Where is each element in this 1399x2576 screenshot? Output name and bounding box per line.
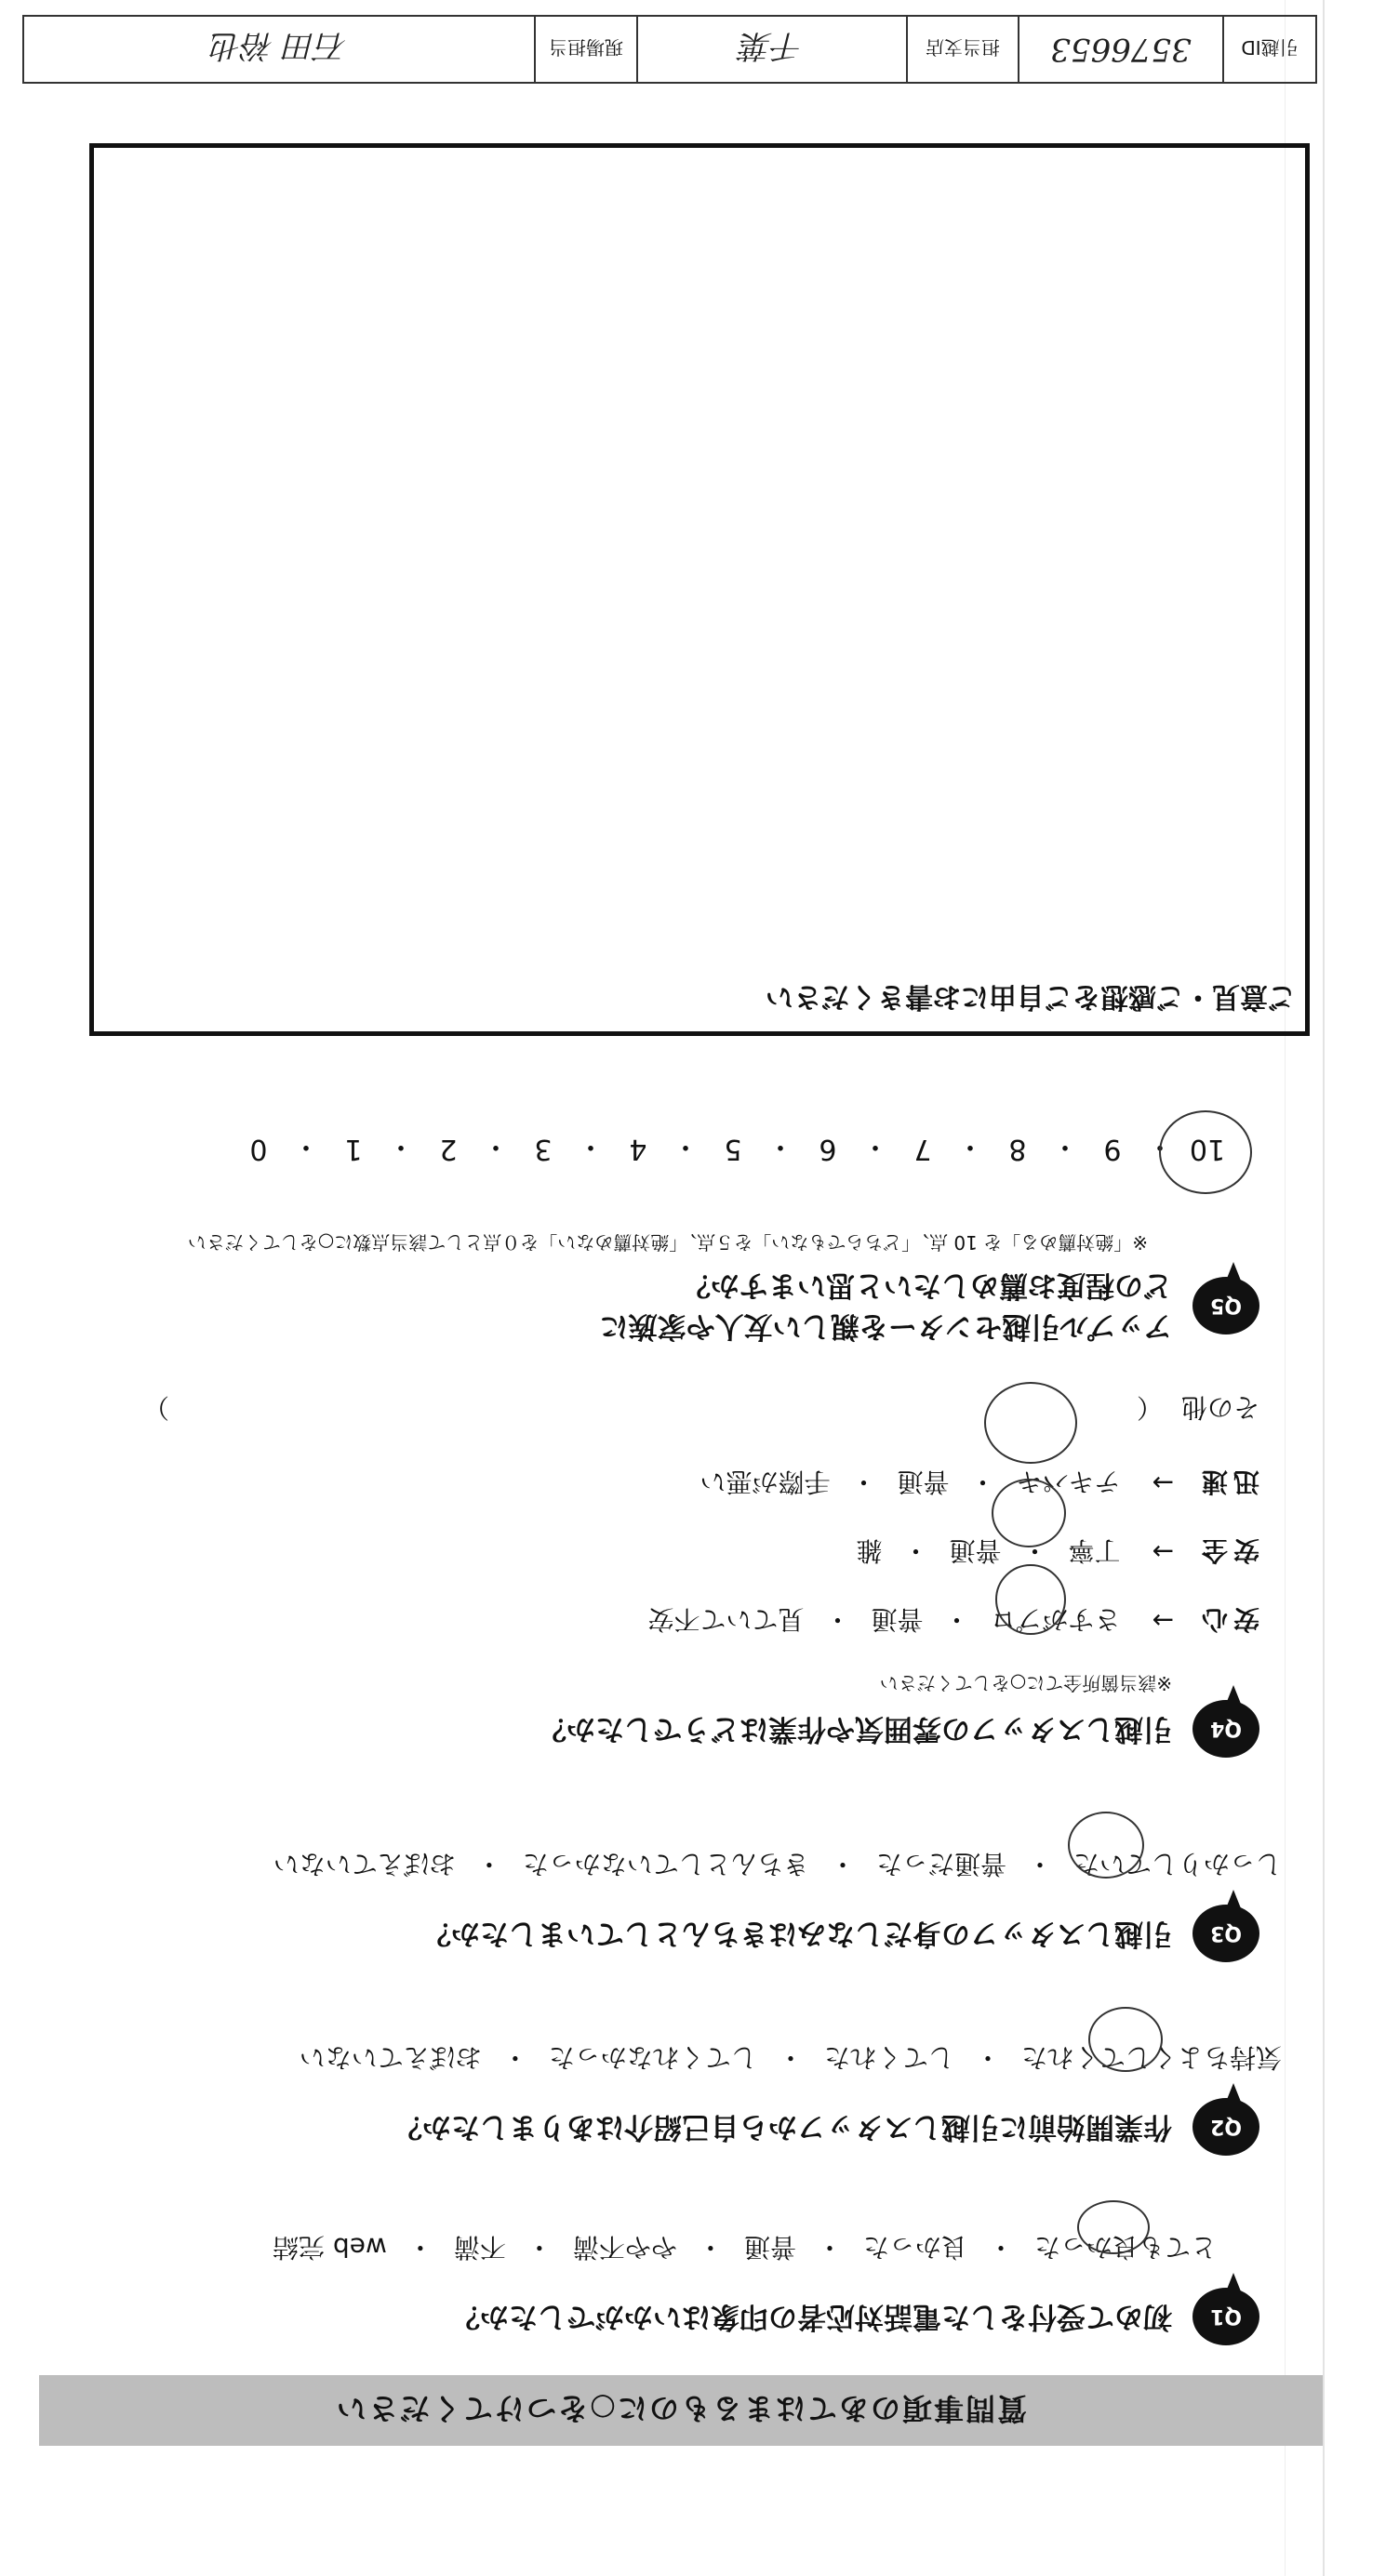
comment-label: ご意見・ご感想をご自由にお書きください xyxy=(766,980,1296,1013)
question-4 xyxy=(50,1390,1259,1758)
footer-table xyxy=(22,15,1317,84)
other-open-paren: （ xyxy=(1136,1392,1163,1423)
q5-text-line1: アップル引越センターを親しい友人や家族に xyxy=(599,1309,1172,1343)
q3-badge-icon: Q3 xyxy=(1192,1905,1259,1962)
question-2: Q2 作業開始前に引越しスタッフから自己紹介はありましたか？ 気持ちよくしてくれた ・ してくれた ・ してくれなかった ・ おぼえていない xyxy=(50,2040,1259,2156)
q3-option[interactable]: しっかりしていた xyxy=(1073,1849,1282,1879)
q3-option[interactable]: きちんとしていなかった xyxy=(522,1849,809,1879)
q4-row-anzen: 安全 → 丁寧 ・ 普通 ・ 雑 xyxy=(50,1534,1259,1571)
q4-badge-icon: Q4 xyxy=(1192,1700,1259,1758)
q4-option[interactable]: 見ていて不安 xyxy=(647,1604,805,1635)
other-close-paren: ） xyxy=(142,1392,169,1423)
scale-option[interactable]: 5 xyxy=(724,1133,742,1166)
q3-option[interactable]: 普通だった xyxy=(875,1849,1006,1879)
q4-row-label: 安心 xyxy=(1195,1604,1259,1635)
q4-other-row xyxy=(50,1390,1259,1427)
question-5 xyxy=(50,1230,1259,1347)
id-label: 引越ID xyxy=(1222,17,1315,82)
question-3: Q3 引越しスタッフの身だしなみはきちんとしていましたか？ しっかりしていた ・ 普通だった ・ きちんとしていなかった ・ おぼえていない xyxy=(50,1847,1259,1962)
q1-option[interactable]: 不満 xyxy=(453,2232,506,2263)
q2-option[interactable]: してくれなかった xyxy=(548,2042,757,2073)
q4-option[interactable]: 手際が悪い xyxy=(700,1467,831,1497)
arrow-icon: → xyxy=(1152,1467,1174,1499)
q4-option[interactable]: 丁寧 xyxy=(1068,1535,1121,1566)
leader-value[interactable]: 石田 裕也 xyxy=(210,27,348,65)
scale-option[interactable]: 2 xyxy=(439,1133,458,1166)
q2-option[interactable]: 気持ちよくしてくれた xyxy=(1020,2042,1282,2073)
scale-option[interactable]: 7 xyxy=(913,1133,932,1166)
q3-option[interactable]: おぼえていない xyxy=(273,1849,456,1879)
scale-option[interactable]: 6 xyxy=(819,1133,837,1166)
q2-option[interactable]: おぼえていない xyxy=(299,2042,482,2073)
id-value[interactable]: 3576653 xyxy=(1018,17,1222,82)
scale-option[interactable]: 0 xyxy=(249,1133,268,1166)
comment-box[interactable] xyxy=(89,143,1310,1036)
scale-option[interactable]: 9 xyxy=(1103,1133,1122,1166)
q4-note: ※該当箇所全てに○をしてください xyxy=(879,1672,1172,1694)
q5-note: ※「絶対薦める」を 10 点、「どちらでもない」を５点、「絶対薦めない」を０点として該当点数に○をしてください xyxy=(187,1231,1148,1254)
q4-row-label: 迅速 xyxy=(1195,1467,1259,1497)
q5-scale: 10 ・ 9 ・ 8 ・ 7 ・ 6 ・ 5 ・ 4 ・ 3 ・ 2 ・ 1 ・ 0 xyxy=(240,1129,1226,1170)
q4-option[interactable]: 普通 xyxy=(949,1535,1002,1566)
q1-badge-icon: Q1 xyxy=(1192,2288,1259,2345)
q2-text: 作業開始前に引越しスタッフから自己紹介はありましたか？ xyxy=(393,2110,1172,2144)
scale-option[interactable]: 1 xyxy=(344,1133,363,1166)
q4-option[interactable]: さすがプロ xyxy=(990,1604,1121,1635)
q5-text xyxy=(600,1265,1172,1347)
arrow-icon: → xyxy=(1152,1605,1174,1637)
q1-option[interactable]: 良かった xyxy=(862,2232,967,2263)
q4-option[interactable]: 普通 xyxy=(897,1467,950,1497)
q4-option[interactable]: 雑 xyxy=(856,1535,883,1566)
q5-badge-icon: Q5 xyxy=(1192,1277,1259,1334)
leader-label: 現場担当 xyxy=(534,17,636,82)
q1-option[interactable]: web 完結 xyxy=(273,2232,387,2263)
q1-option[interactable]: 普通 xyxy=(743,2232,796,2263)
q4-option[interactable]: 普通 xyxy=(871,1604,924,1635)
q4-row-anshin: 安心 → さすがプロ ・ 普通 ・ 見ていて不安 xyxy=(50,1602,1259,1640)
question-1: Q1 初めて受付をした電話対応者の印象はいかがでしたか？ とても良かった ・ 良かった ・ 普通 ・ やや不満 ・ 不満 ・ web 完結 xyxy=(50,2230,1259,2345)
q4-row-label: 安全 xyxy=(1195,1535,1259,1566)
q1-option[interactable]: やや不満 xyxy=(572,2232,677,2263)
q2-option[interactable]: してくれた xyxy=(823,2042,954,2073)
q1-option[interactable]: とても良かった xyxy=(1033,2232,1217,2263)
arrow-icon: → xyxy=(1152,1536,1174,1568)
q4-row-jinsoku: 迅速 → テキパキ ・ 普通 ・ 手際が悪い xyxy=(50,1465,1259,1502)
scale-option[interactable]: 4 xyxy=(629,1133,647,1166)
q2-badge-icon: Q2 xyxy=(1192,2098,1259,2156)
scale-option[interactable]: 10 xyxy=(1189,1133,1226,1166)
scale-option[interactable]: 8 xyxy=(1008,1133,1027,1166)
q5-text-line2: どの程度お薦めしたいと思いますか？ xyxy=(682,1268,1172,1302)
branch-value[interactable]: 千葉 xyxy=(636,17,906,82)
q4-option[interactable]: テキパキ xyxy=(1016,1467,1121,1497)
scale-option[interactable]: 3 xyxy=(534,1133,553,1166)
q4-other-label: その他 xyxy=(1180,1392,1259,1423)
q1-text: 初めて受付をした電話対応者の印象はいかがでしたか？ xyxy=(451,2300,1172,2333)
q4-text: 引越しスタッフの雰囲気や作業はどうでしたか？ xyxy=(538,1712,1172,1746)
instruction-banner: 質問事項のあてはまるものに○をつけてください xyxy=(39,2375,1323,2446)
q3-text: 引越しスタッフの身だしなみはきちんとしていましたか？ xyxy=(422,1917,1172,1950)
branch-label: 担当支店 xyxy=(906,17,1018,82)
scan-edge xyxy=(1323,0,1325,2576)
